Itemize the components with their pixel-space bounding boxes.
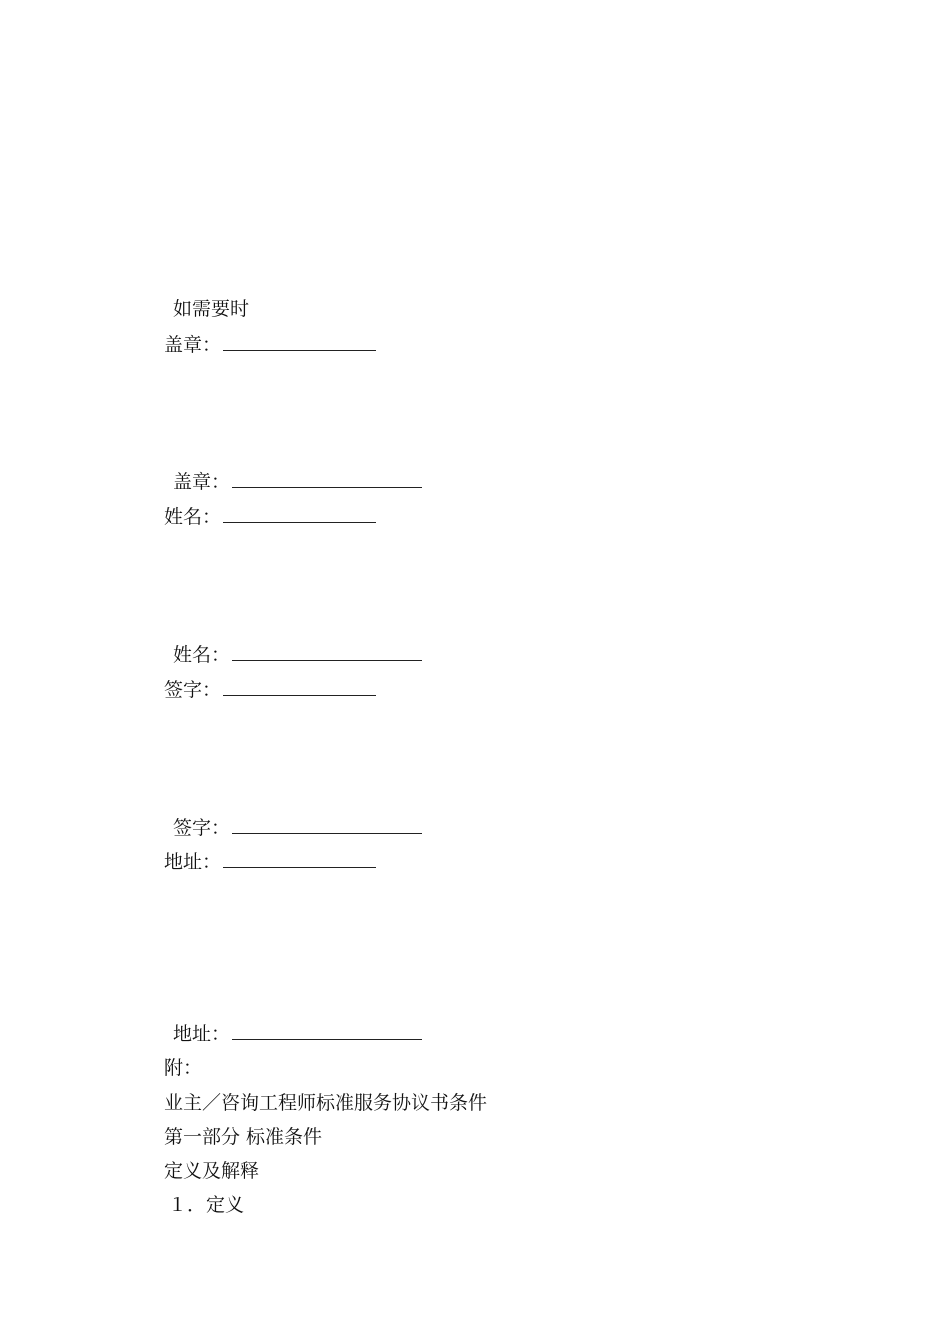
address-field — [164, 849, 376, 874]
agreement-title — [164, 1091, 487, 1115]
seal-field-2 — [173, 469, 422, 494]
section-1-text: １．定义 — [168, 1194, 245, 1216]
seal-blank-line-2 — [232, 469, 422, 488]
address-field-2 — [173, 1021, 422, 1046]
signature-field — [164, 677, 376, 702]
appendix-label: 附： — [164, 1057, 203, 1079]
section-1-heading — [168, 1193, 244, 1217]
signature-blank-line — [223, 677, 376, 696]
name-blank-line — [223, 504, 376, 523]
seal-field — [164, 332, 376, 357]
address-label-2: 地址： — [173, 1023, 231, 1045]
when-required-label: 如需要时 — [173, 298, 250, 320]
signature-blank-line-2 — [232, 815, 422, 834]
definitions-text: 定义及解释 — [164, 1160, 260, 1182]
definitions-heading — [164, 1159, 259, 1183]
name-label-2: 姓名： — [173, 644, 231, 666]
seal-label-2: 盖章： — [173, 471, 231, 493]
seal-blank-line — [223, 332, 376, 351]
address-blank-line — [223, 849, 376, 868]
part-one-text: 第一部分 标准条件 — [164, 1126, 323, 1148]
name-field-2 — [173, 642, 422, 667]
address-label: 地址： — [164, 851, 222, 873]
signature-label-2: 签字： — [173, 817, 231, 839]
appendix-heading — [164, 1056, 202, 1080]
signature-label: 签字： — [164, 679, 222, 701]
address-blank-line-2 — [232, 1021, 422, 1040]
part-one-heading — [164, 1125, 322, 1149]
text-when-required — [173, 297, 249, 321]
seal-label: 盖章： — [164, 334, 222, 356]
name-label: 姓名： — [164, 506, 222, 528]
signature-field-2 — [173, 815, 422, 840]
name-field — [164, 504, 376, 529]
agreement-title-text: 业主／咨询工程师标准服务协议书条件 — [164, 1092, 488, 1114]
name-blank-line-2 — [232, 642, 422, 661]
